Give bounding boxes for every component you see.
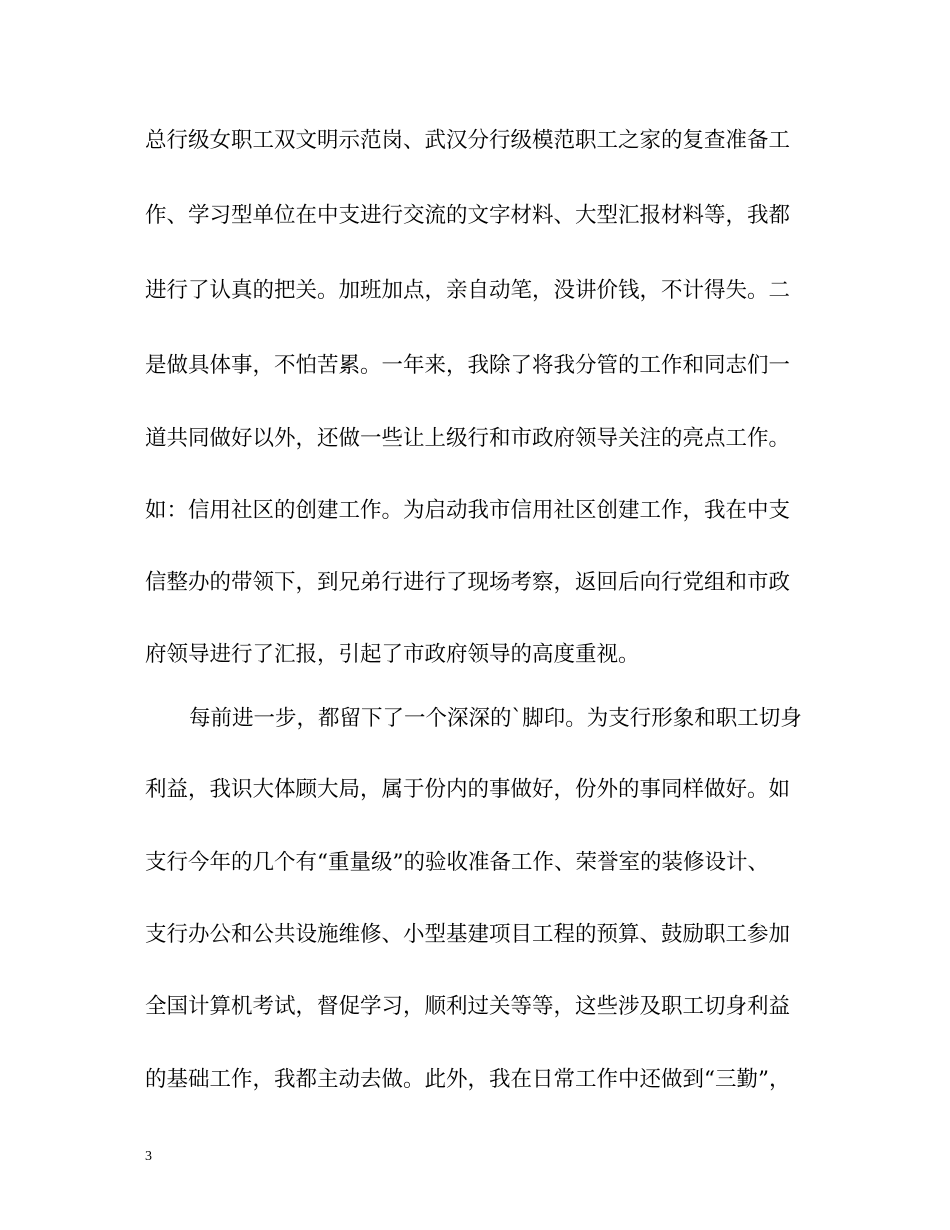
paragraph-1-line-6: 如：信用社区的创建工作。为启动我市信用社区创建工作，我在中支 [145, 498, 791, 523]
paragraph-2-line-4: 支行办公和公共设施维修、小型基建项目工程的预算、鼓励职工参加 [145, 922, 791, 947]
paragraph-2-line-2: 利益，我识大体顾大局，属于份内的事做好，份外的事同样做好。如 [145, 777, 791, 802]
paragraph-2-line-5: 全国计算机考试，督促学习，顺利过关等等，这些涉及职工切身利益 [145, 994, 791, 1019]
paragraph-1-line-4: 是做具体事，不怕苦累。一年来，我除了将我分管的工作和同志们一 [145, 353, 791, 378]
paragraph-1-line-3: 进行了认真的把关。加班加点，亲自动笔，没讲价钱，不计得失。二 [145, 278, 791, 303]
paragraph-2-line-1: 每前进一步，都留下了一个深深的`脚印。为支行形象和职工切身 [189, 706, 802, 731]
paragraph-1-line-5: 道共同做好以外，还做一些让上级行和市政府领导关注的亮点工作。 [145, 426, 791, 451]
paragraph-2-line-3: 支行今年的几个有“重量级”的验收准备工作、荣誉室的装修设计、 [145, 850, 769, 875]
page-number: 3 [145, 1149, 152, 1164]
paragraph-1-line-7: 信整办的带领下，到兄弟行进行了现场考察，返回后向行党组和市政 [145, 570, 791, 595]
paragraph-1-line-2: 作、学习型单位在中支进行交流的文字材料、大型汇报材料等，我都 [145, 203, 791, 228]
paragraph-1-line-8: 府领导进行了汇报，引起了市政府领导的高度重视。 [145, 642, 640, 667]
paragraph-2-line-6: 的基础工作，我都主动去做。此外，我在日常工作中还做到“三勤”， [145, 1067, 791, 1092]
paragraph-1-line-1: 总行级女职工双文明示范岗、武汉分行级模范职工之家的复查准备工 [145, 128, 791, 153]
